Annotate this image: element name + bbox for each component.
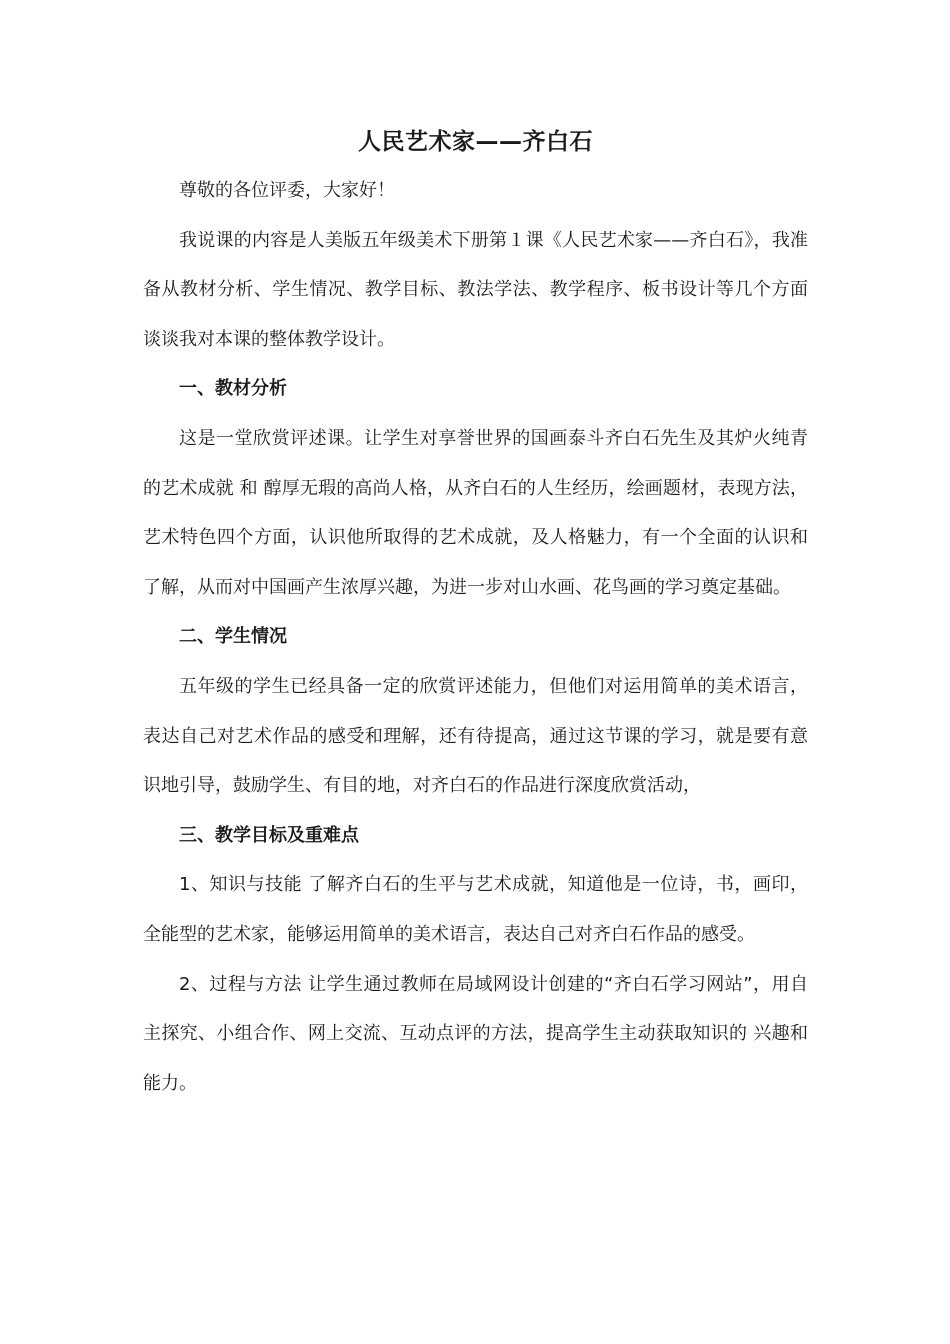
section-heading-student-situation: 二、学生情况: [179, 626, 287, 648]
document-page: [143, 118, 808, 1108]
greeting-paragraph: 尊敬的各位评委，大家好！: [179, 180, 395, 201]
student-situation-paragraph: 五年级的学生已经具备一定的欣赏评述能力，但他们对运用简单的美术语言，表达自己对艺术作品的感受和理解，还有待提高，通过这节课的学习，就是要有意识地引导，鼓励学生、有目的地，对齐白石的作品进行深度欣赏活动，: [143, 675, 808, 797]
goal-knowledge-skills-paragraph: 1、知识与技能 了解齐白石的生平与艺术成就，知道他是一位诗，书，画印，全能型的艺术家，能够运用简单的美术语言，表达自己对齐白石作品的感受。: [143, 874, 808, 945]
intro-paragraph: 我说课的内容是人美版五年级美术下册第１课《人民艺术家——齐白石》，我准备从教材分析、学生情况、教学目标、教法学法、教学程序、板书设计等几个方面谈谈我对本课的整体教学设计。: [143, 229, 808, 350]
section-heading-teaching-goals: 三、教学目标及重难点: [179, 824, 359, 846]
textbook-analysis-paragraph: 这是一堂欣赏评述课。让学生对享誉世界的国画泰斗齐白石先生及其炉火纯青的艺术成就 和 醇厚无瑕的高尚人格，从齐白石的人生经历，绘画题材，表现方法，艺术特色四个方面，认识他所取得的艺术成就，及人格魅力，有一个全面的认识和了解，从而对中国画产生浓厚兴趣，为进一步对山水画、花鸟画的学习奠定基础。: [143, 427, 808, 598]
goal-process-methods-paragraph: 2、过程与方法 让学生通过教师在局域网设计创建的“齐白石学习网站”，用自主探究、小组合作、网上交流、互动点评的方法，提高学生主动获取知识的 兴趣和能力。: [143, 973, 808, 1094]
section-heading-textbook-analysis: 一、教材分析: [179, 378, 287, 400]
document-title: 人民艺术家——齐白石: [358, 129, 593, 155]
